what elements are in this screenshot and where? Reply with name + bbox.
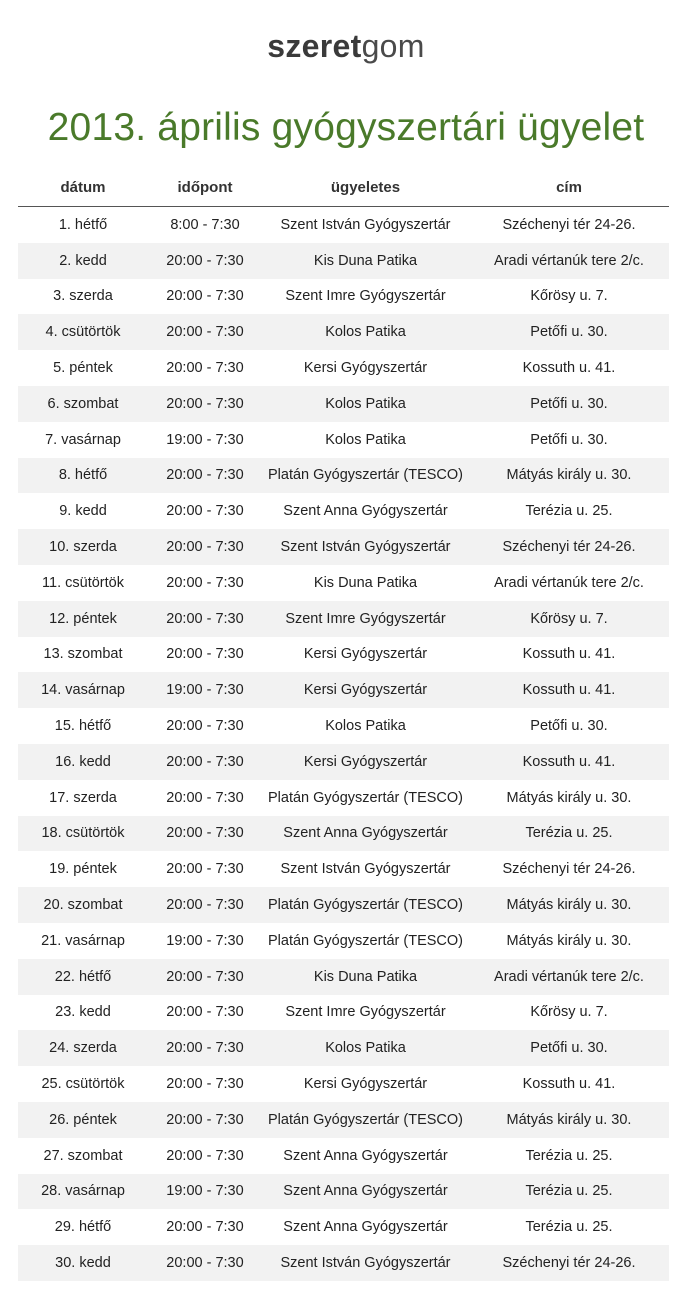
cell-date: 10. szerda (18, 529, 148, 565)
table-row (18, 1174, 669, 1210)
cell-address: Kossuth u. 41. (469, 672, 669, 708)
cell-time: 20:00 - 7:30 (148, 243, 262, 279)
table-row (18, 493, 669, 529)
cell-time: 20:00 - 7:30 (148, 1102, 262, 1138)
table-row (18, 601, 669, 637)
table-row (18, 744, 669, 780)
cell-pharmacy: Kis Duna Patika (313, 574, 418, 591)
cell-time: 20:00 - 7:30 (148, 529, 262, 565)
cell-date: 11. csütörtök (42, 574, 124, 591)
table-row (18, 1138, 669, 1174)
table-row (18, 243, 669, 279)
cell-time: 20:00 - 7:30 (148, 887, 262, 923)
cell-date: 4. csütörtök (18, 314, 148, 350)
cell-address: Kőrösy u. 7. (530, 1004, 608, 1021)
cell-time: 20:00 - 7:30 (166, 789, 244, 806)
cell-date: 19. péntek (49, 861, 117, 878)
cell-date: 18. csütörtök (18, 816, 148, 852)
cell-time: 19:00 - 7:30 (166, 431, 244, 448)
page-title: 2013. április gyógyszertári ügyelet (47, 106, 645, 150)
cell-date: 9. kedd (59, 503, 107, 520)
cell-pharmacy: Kersi Gyógyszertár (262, 672, 469, 708)
cell-pharmacy: Szent Anna Gyógyszertár (283, 1147, 448, 1164)
cell-date: 29. hétfő (54, 1219, 112, 1236)
cell-time: 20:00 - 7:30 (148, 458, 262, 494)
cell-address: Kőrösy u. 7. (530, 288, 608, 305)
table-row (18, 887, 669, 923)
cell-address: Mátyás király u. 30. (506, 789, 632, 806)
cell-address: Széchenyi tér 24-26. (502, 861, 636, 878)
cell-time: 20:00 - 7:30 (166, 503, 244, 520)
cell-pharmacy: Szent István Gyógyszertár (262, 529, 469, 565)
table-row (18, 529, 669, 565)
cell-address: Kőrösy u. 7. (469, 601, 669, 637)
cell-address: Terézia u. 25. (469, 816, 669, 852)
cell-address: Terézia u. 25. (525, 1219, 613, 1236)
cell-time: 20:00 - 7:30 (166, 1076, 244, 1093)
table-row (18, 565, 669, 601)
cell-pharmacy: Szent Anna Gyógyszertár (262, 816, 469, 852)
cell-time: 20:00 - 7:30 (166, 360, 244, 377)
cell-time: 8:00 - 7:30 (170, 216, 240, 233)
cell-address: Petőfi u. 30. (469, 314, 669, 350)
logo-light-part: gom (361, 28, 425, 64)
cell-date: 5. péntek (53, 360, 113, 377)
cell-time: 20:00 - 7:30 (148, 601, 262, 637)
cell-date: 22. hétfő (18, 959, 148, 995)
cell-pharmacy: Kolos Patika (262, 386, 469, 422)
cell-time: 20:00 - 7:30 (166, 574, 244, 591)
duty-schedule-table (18, 168, 669, 1281)
cell-date: 14. vasárnap (18, 672, 148, 708)
table-row (18, 350, 669, 386)
cell-time: 20:00 - 7:30 (166, 646, 244, 663)
header-address: cím (469, 168, 669, 207)
table-row (18, 1245, 669, 1281)
cell-time: 20:00 - 7:30 (148, 1245, 262, 1281)
table-row (18, 458, 669, 494)
cell-pharmacy: Kis Duna Patika (262, 243, 469, 279)
cell-pharmacy: Platán Gyógyszertár (TESCO) (262, 458, 469, 494)
cell-address: Széchenyi tér 24-26. (502, 216, 636, 233)
table-row (18, 780, 669, 816)
cell-date: 30. kedd (18, 1245, 148, 1281)
logo-bold-part: szeret (267, 28, 362, 64)
cell-time: 19:00 - 7:30 (148, 672, 262, 708)
cell-address: Mátyás király u. 30. (506, 932, 632, 949)
cell-date: 23. kedd (55, 1004, 111, 1021)
cell-time: 20:00 - 7:30 (166, 861, 244, 878)
cell-pharmacy: Szent Anna Gyógyszertár (283, 1219, 448, 1236)
cell-time: 20:00 - 7:30 (166, 288, 244, 305)
cell-address: Kossuth u. 41. (522, 1076, 616, 1093)
cell-pharmacy: Platán Gyógyszertár (TESCO) (268, 789, 463, 806)
table-row (18, 816, 669, 852)
cell-date: 25. csütörtök (41, 1076, 125, 1093)
cell-address: Kossuth u. 41. (522, 360, 616, 377)
cell-date: 15. hétfő (54, 718, 112, 735)
cell-date: 24. szerda (18, 1030, 148, 1066)
cell-address: Aradi vértanúk tere 2/c. (469, 243, 669, 279)
cell-pharmacy: Szent István Gyógyszertár (280, 861, 451, 878)
cell-pharmacy: Kersi Gyógyszertár (303, 646, 428, 663)
cell-address: Mátyás király u. 30. (469, 458, 669, 494)
table-row (18, 1030, 669, 1066)
table-row (18, 637, 669, 673)
cell-date: 17. szerda (49, 789, 117, 806)
cell-pharmacy: Szent Anna Gyógyszertár (283, 503, 448, 520)
cell-pharmacy: Szent István Gyógyszertár (262, 1245, 469, 1281)
cell-time: 20:00 - 7:30 (148, 744, 262, 780)
cell-date: 7. vasárnap (45, 431, 121, 448)
cell-date: 21. vasárnap (41, 932, 125, 949)
cell-pharmacy: Platán Gyógyszertár (TESCO) (262, 1102, 469, 1138)
table-row (18, 995, 669, 1031)
table-row (18, 923, 669, 959)
cell-time: 20:00 - 7:30 (166, 1147, 244, 1164)
table-row (18, 959, 669, 995)
table-row (18, 1209, 669, 1245)
cell-pharmacy: Szent Imre Gyógyszertár (262, 601, 469, 637)
cell-time: 19:00 - 7:30 (148, 1174, 262, 1210)
cell-pharmacy: Platán Gyógyszertár (TESCO) (262, 887, 469, 923)
table-row (18, 851, 669, 887)
table-row (18, 708, 669, 744)
cell-address: Aradi vértanúk tere 2/c. (469, 959, 669, 995)
cell-time: 20:00 - 7:30 (148, 386, 262, 422)
cell-date: 3. szerda (53, 288, 113, 305)
table-row (18, 314, 669, 350)
cell-address: Aradi vértanúk tere 2/c. (494, 574, 644, 591)
cell-date: 20. szombat (18, 887, 148, 923)
cell-date: 12. péntek (18, 601, 148, 637)
cell-address: Kossuth u. 41. (522, 646, 616, 663)
cell-address: Terézia u. 25. (525, 503, 613, 520)
cell-pharmacy: Szent Imre Gyógyszertár (285, 1004, 446, 1021)
cell-address: Petőfi u. 30. (469, 1030, 669, 1066)
cell-address: Mátyás király u. 30. (469, 887, 669, 923)
cell-date: 27. szombat (43, 1147, 123, 1164)
cell-time: 20:00 - 7:30 (148, 959, 262, 995)
cell-pharmacy: Kolos Patika (325, 718, 406, 735)
table-row (18, 386, 669, 422)
table-row (18, 672, 669, 708)
cell-date: 28. vasárnap (18, 1174, 148, 1210)
cell-date: 16. kedd (18, 744, 148, 780)
cell-time: 19:00 - 7:30 (166, 932, 244, 949)
cell-date: 2. kedd (18, 243, 148, 279)
cell-pharmacy: Platán Gyógyszertár (TESCO) (268, 932, 463, 949)
cell-time: 20:00 - 7:30 (148, 314, 262, 350)
cell-time: 20:00 - 7:30 (148, 1030, 262, 1066)
header-time: időpont (148, 168, 262, 207)
cell-time: 20:00 - 7:30 (148, 816, 262, 852)
cell-date: 1. hétfő (58, 216, 108, 233)
cell-address: Széchenyi tér 24-26. (469, 529, 669, 565)
table-row (18, 279, 669, 315)
cell-pharmacy: Kersi Gyógyszertár (303, 1076, 428, 1093)
cell-address: Petőfi u. 30. (469, 386, 669, 422)
table-row (18, 207, 669, 243)
cell-pharmacy: Kolos Patika (262, 1030, 469, 1066)
cell-date: 13. szombat (43, 646, 123, 663)
header-date: dátum (18, 168, 148, 207)
table-header-row (18, 168, 669, 207)
cell-address: Terézia u. 25. (525, 1147, 613, 1164)
table-row (18, 422, 669, 458)
table-row (18, 1102, 669, 1138)
cell-pharmacy: Kersi Gyógyszertár (303, 360, 428, 377)
cell-pharmacy: Szent István Gyógyszertár (280, 216, 451, 233)
cell-pharmacy: Kis Duna Patika (262, 959, 469, 995)
header-pharmacy: ügyeletes (262, 168, 469, 207)
cell-address: Terézia u. 25. (469, 1174, 669, 1210)
cell-address: Kossuth u. 41. (469, 744, 669, 780)
cell-pharmacy: Kersi Gyógyszertár (262, 744, 469, 780)
cell-time: 20:00 - 7:30 (166, 1004, 244, 1021)
cell-pharmacy: Kolos Patika (262, 314, 469, 350)
table-row (18, 1066, 669, 1102)
cell-address: Petőfi u. 30. (530, 718, 608, 735)
cell-pharmacy: Szent Anna Gyógyszertár (262, 1174, 469, 1210)
cell-date: 26. péntek (18, 1102, 148, 1138)
cell-time: 20:00 - 7:30 (166, 718, 244, 735)
cell-pharmacy: Szent Imre Gyógyszertár (285, 288, 446, 305)
cell-time: 20:00 - 7:30 (166, 1219, 244, 1236)
site-logo[interactable] (0, 28, 692, 65)
cell-date: 8. hétfő (18, 458, 148, 494)
cell-pharmacy: Kolos Patika (325, 431, 406, 448)
cell-address: Mátyás király u. 30. (469, 1102, 669, 1138)
cell-address: Széchenyi tér 24-26. (469, 1245, 669, 1281)
cell-address: Petőfi u. 30. (530, 431, 608, 448)
cell-date: 6. szombat (18, 386, 148, 422)
